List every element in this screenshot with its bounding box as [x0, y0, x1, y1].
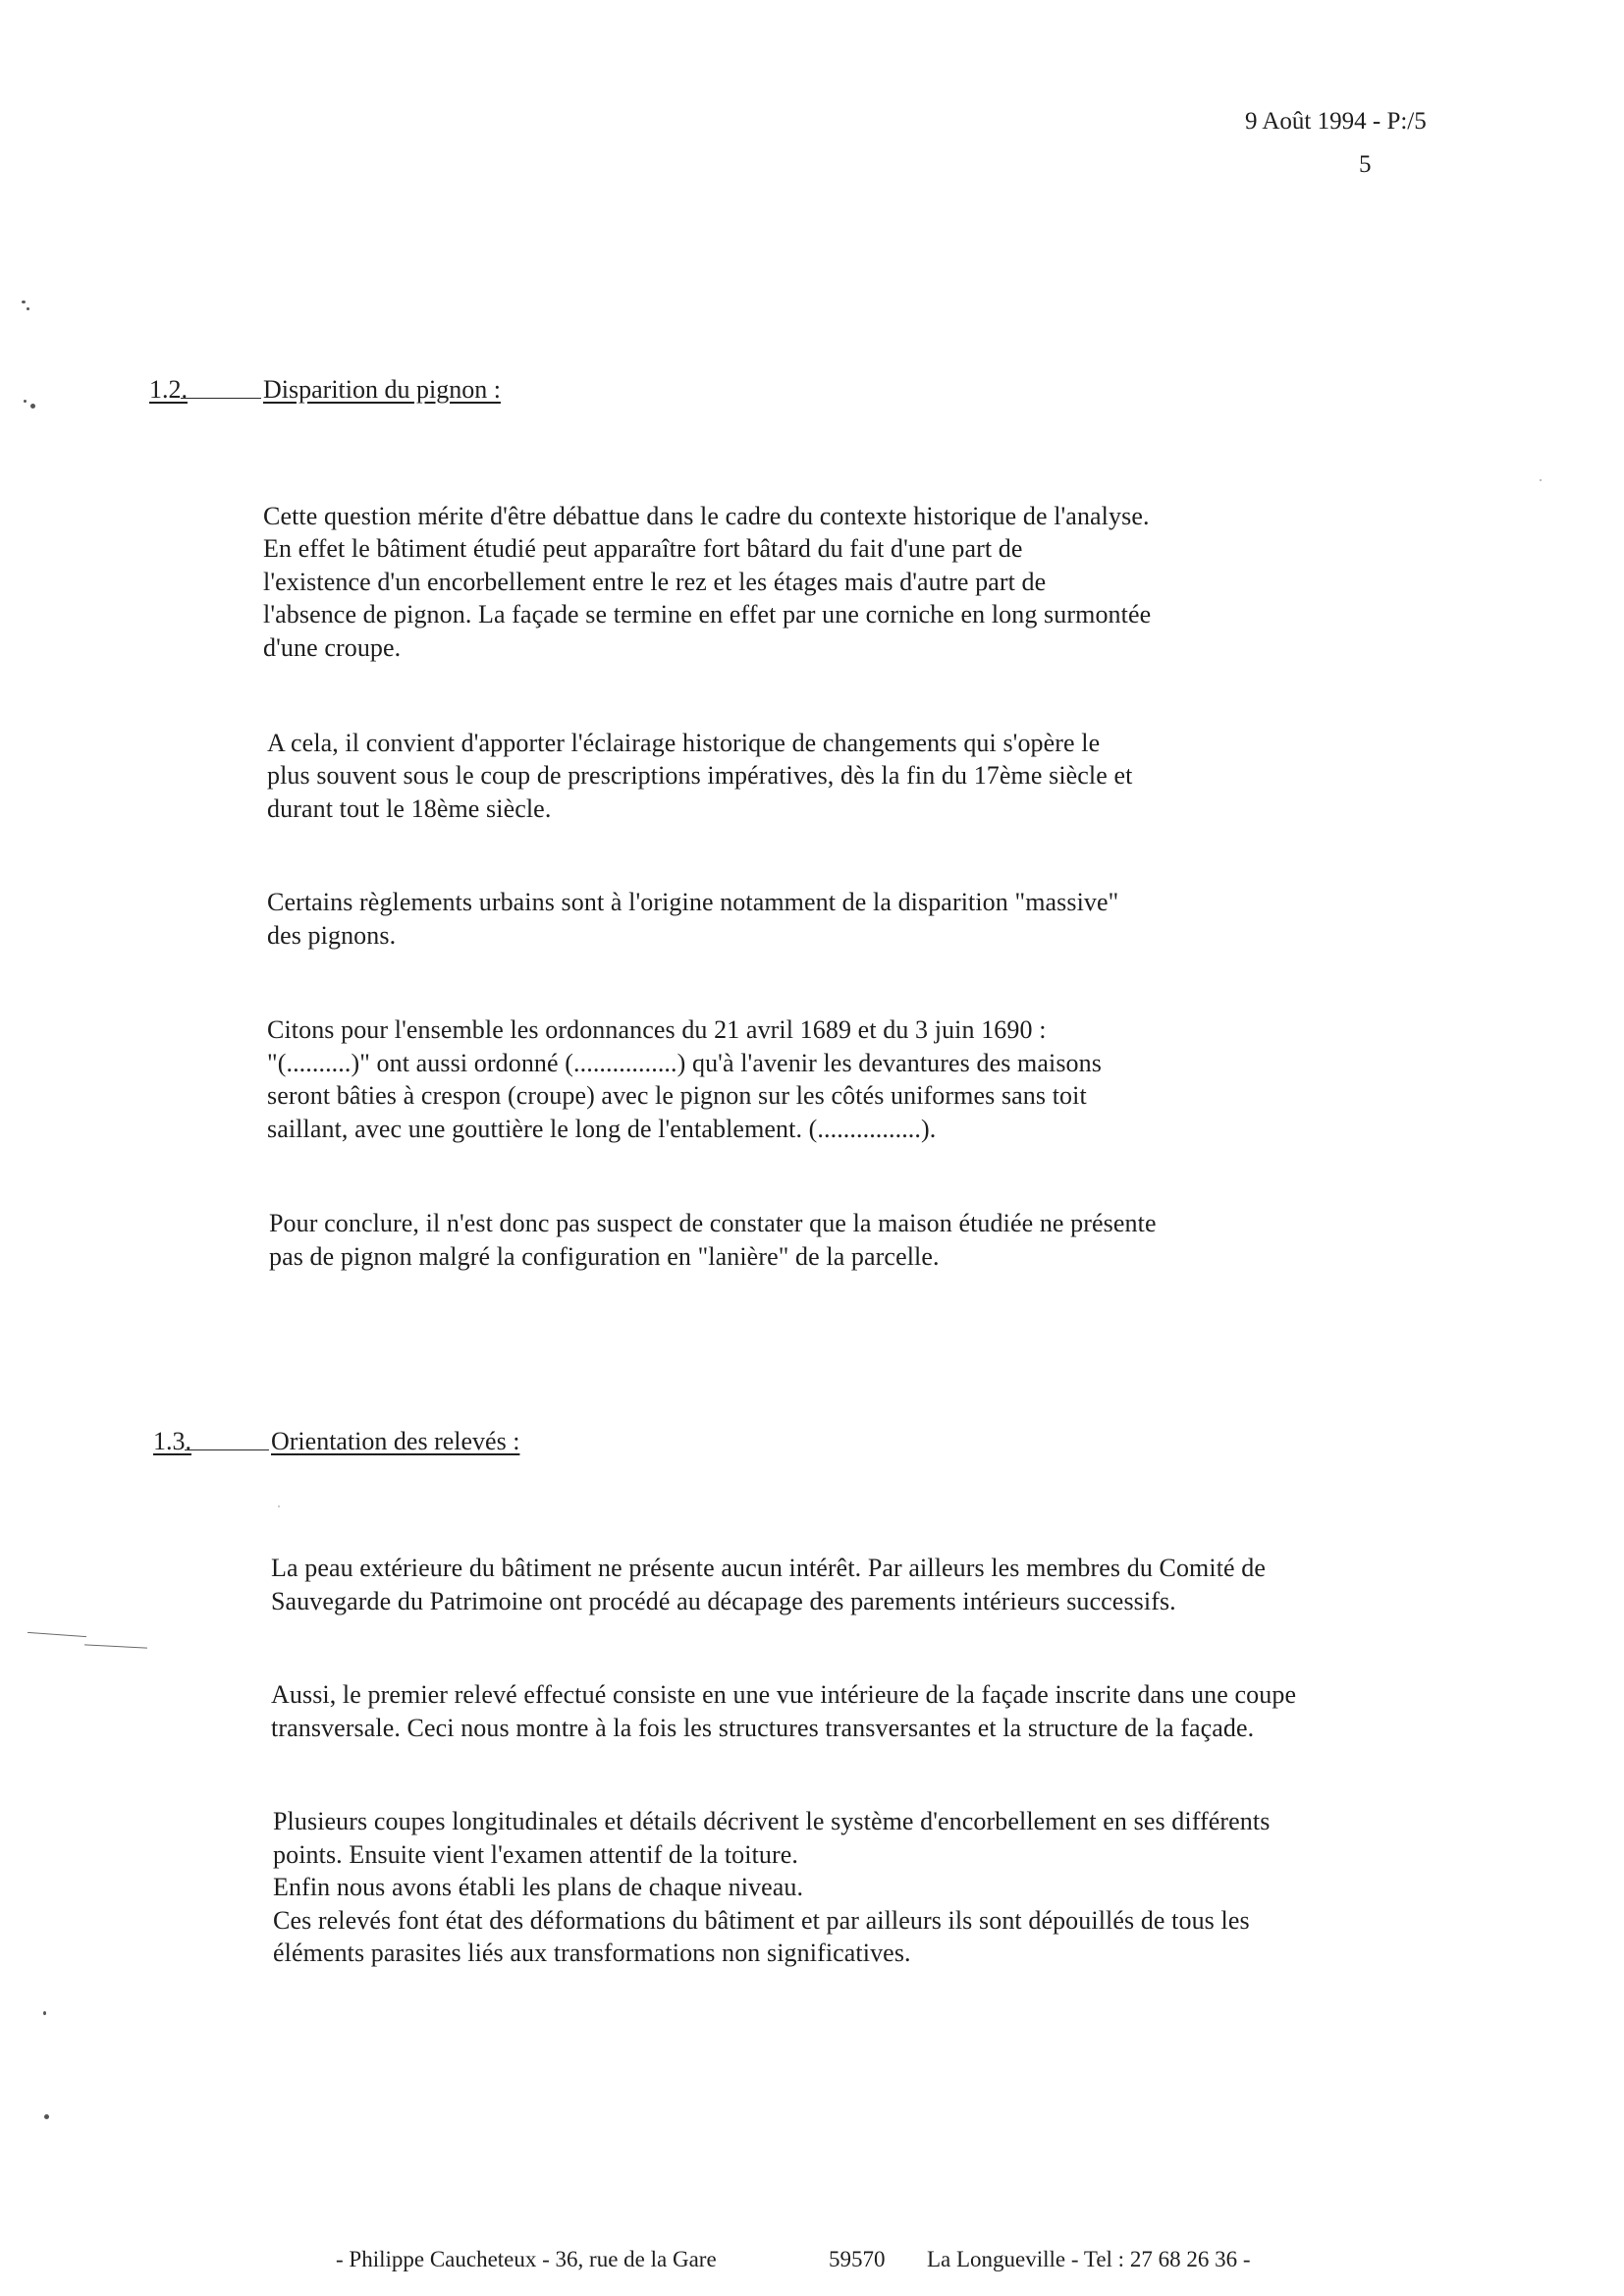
paragraph-line: Pour conclure, il n'est donc pas suspect de constater que la maison étudiée ne présente — [269, 1209, 1157, 1237]
scan-scratch — [27, 1632, 86, 1637]
section-number: 1.3. — [153, 1427, 191, 1455]
paragraph-line: Certains règlements urbains sont à l'origine notamment de la disparition "massive" — [267, 888, 1119, 916]
scan-speck — [1540, 479, 1542, 481]
paragraph-line: plus souvent sous le coup de prescriptions impératives, dès la fin du 17ème siècle et — [267, 761, 1133, 790]
paragraph-line: En effet le bâtiment étudié peut apparaître fort bâtard du fait d'une part de — [263, 534, 1023, 563]
paragraph-line: A cela, il convient d'apporter l'éclairage historique de changements qui s'opère le — [267, 729, 1101, 757]
scan-speck — [24, 400, 27, 403]
paragraph-line: points. Ensuite vient l'examen attentif de la toiture. — [273, 1840, 798, 1869]
paragraph-line: durant tout le 18ème siècle. — [267, 794, 552, 823]
section-rule — [185, 1449, 269, 1450]
paragraph-line: transversale. Ceci nous montre à la fois les structures transversantes et la structure de la façade. — [271, 1714, 1255, 1742]
scan-speck — [44, 2114, 49, 2119]
paragraph-line: Plusieurs coupes longitudinales et détails décrivent le système d'encorbellement en ses différents — [273, 1807, 1271, 1835]
paragraph-line: pas de pignon malgré la configuration en "lanière" de la parcelle. — [269, 1242, 940, 1271]
paragraph-line: éléments parasites liés aux transformations non significatives. — [273, 1939, 911, 1967]
paragraph-line: l'existence d'un encorbellement entre le rez et les étages mais d'autre part de — [263, 568, 1047, 596]
section-number: 1.2. — [149, 375, 188, 404]
paragraph-line: d'une croupe. — [263, 633, 402, 662]
scan-speck — [278, 1505, 280, 1507]
paragraph-line: Ces relevés font état des déformations du bâtiment et par ailleurs ils sont dépouillés de tous les — [273, 1906, 1250, 1935]
paragraph-line: Citons pour l'ensemble les ordonnances du 21 avril 1689 et du 3 juin 1690 : — [267, 1015, 1047, 1044]
quotation-line: "(..........)" ont aussi ordonné (................) qu'à l'avenir les devantures des maisons — [267, 1049, 1102, 1077]
scan-scratch — [84, 1644, 147, 1648]
section-title: Disparition du pignon : — [263, 375, 501, 404]
scan-speck — [30, 404, 35, 409]
footer-postcode: 59570 — [829, 2247, 886, 2271]
header-date-reference: 9 Août 1994 - P:/5 — [1245, 108, 1427, 135]
paragraph-line: Enfin nous avons établi les plans de chaque niveau. — [273, 1873, 804, 1901]
paragraph-line: des pignons. — [267, 921, 397, 950]
page-number: 5 — [1359, 151, 1372, 178]
quotation-line: seront bâties à crespon (croupe) avec le pignon sur les côtés uniformes sans toit — [267, 1081, 1087, 1110]
paragraph-line: La peau extérieure du bâtiment ne présente aucun intérêt. Par ailleurs les membres du Comité de — [271, 1554, 1267, 1582]
section-rule — [181, 398, 261, 399]
scan-speck — [43, 2011, 46, 2015]
paragraph-line: Sauvegarde du Patrimoine ont procédé au décapage des parements intérieurs successifs. — [271, 1587, 1176, 1615]
section-title: Orientation des relevés : — [271, 1427, 520, 1455]
paragraph-line: Aussi, le premier relevé effectué consiste en une vue intérieure de la façade inscrite dans une coupe — [271, 1680, 1297, 1709]
scan-speck — [27, 307, 29, 310]
quotation-line: saillant, avec une gouttière le long de l'entablement. (................). — [267, 1115, 937, 1143]
footer-author-address: - Philippe Caucheteux - 36, rue de la Gare — [336, 2247, 717, 2271]
scan-speck — [22, 301, 26, 303]
paragraph-line: Cette question mérite d'être débattue dans le cadre du contexte historique de l'analyse. — [263, 502, 1150, 530]
footer-city-phone: La Longueville - Tel : 27 68 26 36 - — [927, 2247, 1251, 2271]
paragraph-line: l'absence de pignon. La façade se termine en effet par une corniche en long surmontée — [263, 600, 1152, 629]
